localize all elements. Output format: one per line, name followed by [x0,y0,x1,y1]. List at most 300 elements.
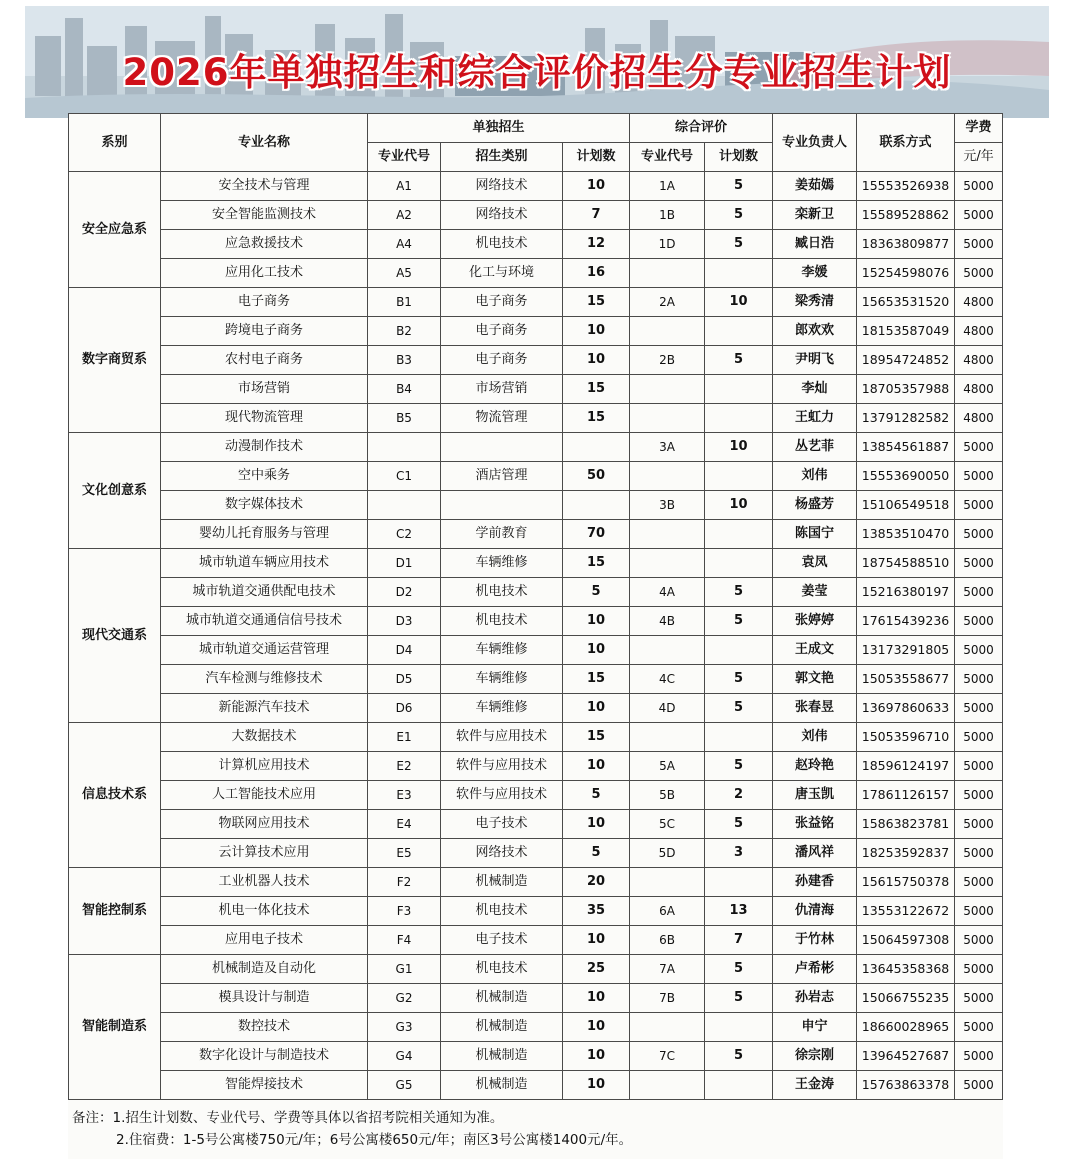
phone-cell: 15763863378 [857,1071,955,1100]
leader-cell: 刘伟 [773,723,857,752]
department-cell: 智能控制系 [69,868,161,955]
tuition-cell: 5000 [955,1042,1003,1071]
department-cell: 现代交通系 [69,549,161,723]
comprehensive-code-cell [630,404,705,433]
comprehensive-plan-cell: 5 [705,984,773,1013]
leader-cell: 袁凤 [773,549,857,578]
note-line-1: 备注：1.招生计划数、专业代号、学费等具体以省招考院相关通知为准。 [72,1110,504,1126]
major-cell: 城市轨道交通供配电技术 [161,578,368,607]
table-row [69,172,1003,201]
leader-cell: 丛艺菲 [773,433,857,462]
code-cell: D3 [368,607,441,636]
major-cell: 计算机应用技术 [161,752,368,781]
comprehensive-code-cell: 4C [630,665,705,694]
leader-cell: 王成文 [773,636,857,665]
table-row [69,926,1003,955]
plan-cell: 25 [563,955,630,984]
code-cell: A2 [368,201,441,230]
plan-cell: 10 [563,984,630,1013]
tuition-cell: 5000 [955,926,1003,955]
comprehensive-plan-cell: 10 [705,288,773,317]
phone-cell: 15589528862 [857,201,955,230]
table-row [69,723,1003,752]
major-cell: 物联网应用技术 [161,810,368,839]
category-cell: 车辆维修 [441,694,563,723]
major-cell: 人工智能技术应用 [161,781,368,810]
comprehensive-code-cell: 6A [630,897,705,926]
category-cell: 车辆维修 [441,549,563,578]
plan-cell: 10 [563,694,630,723]
table-row [69,520,1003,549]
major-cell: 动漫制作技术 [161,433,368,462]
tuition-cell: 5000 [955,781,1003,810]
code-cell: E3 [368,781,441,810]
leader-cell: 陈国宁 [773,520,857,549]
tuition-cell: 5000 [955,694,1003,723]
code-cell: B4 [368,375,441,404]
phone-cell: 13791282582 [857,404,955,433]
comprehensive-code-cell: 7B [630,984,705,1013]
plan-cell: 15 [563,404,630,433]
plan-cell: 10 [563,810,630,839]
code-cell: B5 [368,404,441,433]
tuition-cell: 5000 [955,1013,1003,1042]
code-cell: B3 [368,346,441,375]
tuition-cell: 5000 [955,520,1003,549]
phone-cell: 15553526938 [857,172,955,201]
code-cell: E5 [368,839,441,868]
plan-cell: 20 [563,868,630,897]
header-tuition: 学费 [955,114,1003,143]
phone-cell: 13173291805 [857,636,955,665]
code-cell: G2 [368,984,441,1013]
code-cell: D4 [368,636,441,665]
code-cell [368,433,441,462]
table-row [69,462,1003,491]
leader-cell: 仇清海 [773,897,857,926]
leader-cell: 王金涛 [773,1071,857,1100]
category-cell: 网络技术 [441,839,563,868]
major-cell: 安全智能监测技术 [161,201,368,230]
phone-cell: 18705357988 [857,375,955,404]
comprehensive-plan-cell [705,462,773,491]
tuition-cell: 5000 [955,868,1003,897]
tuition-cell: 5000 [955,723,1003,752]
plan-cell: 16 [563,259,630,288]
tuition-cell: 5000 [955,259,1003,288]
major-cell: 城市轨道交通通信信号技术 [161,607,368,636]
plan-cell: 15 [563,288,630,317]
leader-cell: 孙岩志 [773,984,857,1013]
category-cell: 酒店管理 [441,462,563,491]
table-row [69,1013,1003,1042]
comprehensive-code-cell: 2A [630,288,705,317]
category-cell: 学前教育 [441,520,563,549]
tuition-cell: 5000 [955,433,1003,462]
comprehensive-code-cell: 1D [630,230,705,259]
code-cell: D1 [368,549,441,578]
comprehensive-code-cell: 2B [630,346,705,375]
table-row [69,317,1003,346]
code-cell: E1 [368,723,441,752]
table-row [69,346,1003,375]
comprehensive-plan-cell [705,375,773,404]
phone-cell: 18954724852 [857,346,955,375]
phone-cell: 15053558677 [857,665,955,694]
comprehensive-code-cell: 5D [630,839,705,868]
phone-cell: 13853510470 [857,520,955,549]
leader-cell: 杨盛芳 [773,491,857,520]
code-cell: C1 [368,462,441,491]
code-cell: A1 [368,172,441,201]
major-cell: 数字媒体技术 [161,491,368,520]
phone-cell: 17615439236 [857,607,955,636]
table-row [69,491,1003,520]
comprehensive-plan-cell [705,520,773,549]
tuition-cell: 5000 [955,491,1003,520]
tuition-cell: 5000 [955,810,1003,839]
plan-cell [563,433,630,462]
leader-cell: 唐玉凯 [773,781,857,810]
comprehensive-plan-cell: 5 [705,230,773,259]
plan-cell: 35 [563,897,630,926]
header-major: 专业名称 [161,114,368,172]
category-cell: 市场营销 [441,375,563,404]
tuition-cell: 4800 [955,346,1003,375]
table-row [69,781,1003,810]
category-cell: 机械制造 [441,1013,563,1042]
comprehensive-plan-cell [705,549,773,578]
plan-cell: 10 [563,636,630,665]
department-cell: 智能制造系 [69,955,161,1100]
leader-cell: 刘伟 [773,462,857,491]
major-cell: 数控技术 [161,1013,368,1042]
header-plan: 计划数 [563,143,630,172]
comprehensive-code-cell: 1B [630,201,705,230]
tuition-cell: 4800 [955,317,1003,346]
plan-cell: 10 [563,1042,630,1071]
phone-cell: 18153587049 [857,317,955,346]
table-row [69,839,1003,868]
phone-cell: 17861126157 [857,781,955,810]
table-row [69,868,1003,897]
major-cell: 大数据技术 [161,723,368,752]
leader-cell: 徐宗刚 [773,1042,857,1071]
code-cell: E4 [368,810,441,839]
category-cell: 机电技术 [441,578,563,607]
plan-cell: 50 [563,462,630,491]
category-cell: 机械制造 [441,868,563,897]
comprehensive-code-cell: 5A [630,752,705,781]
phone-cell: 13553122672 [857,897,955,926]
comprehensive-code-cell [630,549,705,578]
comprehensive-code-cell: 3B [630,491,705,520]
major-cell: 城市轨道交通运营管理 [161,636,368,665]
leader-cell: 赵玲艳 [773,752,857,781]
comprehensive-plan-cell: 5 [705,955,773,984]
major-cell: 云计算技术应用 [161,839,368,868]
plan-cell: 10 [563,752,630,781]
department-cell: 数字商贸系 [69,288,161,433]
table-row [69,636,1003,665]
category-cell: 机电技术 [441,955,563,984]
major-cell: 智能焊接技术 [161,1071,368,1100]
table-row [69,578,1003,607]
major-cell: 电子商务 [161,288,368,317]
table-row [69,259,1003,288]
tuition-cell: 5000 [955,172,1003,201]
code-cell: B2 [368,317,441,346]
note-line-2: 2.住宿费：1-5号公寓楼750元/年；6号公寓楼650元/年；南区3号公寓楼1400元/年。 [116,1132,633,1148]
phone-cell: 13697860633 [857,694,955,723]
category-cell: 网络技术 [441,201,563,230]
phone-cell: 15066755235 [857,984,955,1013]
header-row-1 [69,114,1003,143]
phone-cell: 18253592837 [857,839,955,868]
code-cell: B1 [368,288,441,317]
major-cell: 农村电子商务 [161,346,368,375]
major-cell: 应用化工技术 [161,259,368,288]
phone-cell: 13964527687 [857,1042,955,1071]
code-cell [368,491,441,520]
plan-cell: 15 [563,375,630,404]
category-cell: 软件与应用技术 [441,723,563,752]
comprehensive-plan-cell: 13 [705,897,773,926]
phone-cell: 13854561887 [857,433,955,462]
phone-cell: 15615750378 [857,868,955,897]
plan-cell: 10 [563,172,630,201]
header-department: 系别 [69,114,161,172]
code-cell: F4 [368,926,441,955]
leader-cell: 尹明飞 [773,346,857,375]
comprehensive-plan-cell [705,259,773,288]
category-cell: 机电技术 [441,897,563,926]
comprehensive-plan-cell: 5 [705,607,773,636]
leader-cell: 郭文艳 [773,665,857,694]
table-row [69,955,1003,984]
phone-cell: 15216380197 [857,578,955,607]
comprehensive-plan-cell: 5 [705,578,773,607]
table-row [69,752,1003,781]
comprehensive-code-cell [630,868,705,897]
plan-cell: 5 [563,781,630,810]
leader-cell: 郎欢欢 [773,317,857,346]
table-row [69,1071,1003,1100]
major-cell: 新能源汽车技术 [161,694,368,723]
tuition-cell: 5000 [955,462,1003,491]
comprehensive-plan-cell [705,317,773,346]
notes [72,1107,992,1151]
tuition-cell: 5000 [955,955,1003,984]
comprehensive-code-cell [630,1071,705,1100]
plan-cell: 7 [563,201,630,230]
tuition-cell: 5000 [955,607,1003,636]
phone-cell: 18754588510 [857,549,955,578]
tuition-cell: 5000 [955,1071,1003,1100]
leader-cell: 臧日浩 [773,230,857,259]
major-cell: 空中乘务 [161,462,368,491]
comprehensive-plan-cell [705,636,773,665]
phone-cell: 15064597308 [857,926,955,955]
comprehensive-plan-cell [705,723,773,752]
plan-cell: 5 [563,578,630,607]
category-cell: 软件与应用技术 [441,752,563,781]
phone-cell: 18596124197 [857,752,955,781]
comprehensive-code-cell: 4A [630,578,705,607]
category-cell: 机械制造 [441,984,563,1013]
department-cell: 信息技术系 [69,723,161,868]
major-cell: 机械制造及自动化 [161,955,368,984]
plan-cell: 10 [563,346,630,375]
leader-cell: 张益铭 [773,810,857,839]
table-row [69,230,1003,259]
category-cell: 电子技术 [441,810,563,839]
enrollment-plan-table [68,113,1003,1100]
comprehensive-code-cell: 6B [630,926,705,955]
category-cell: 机械制造 [441,1071,563,1100]
major-cell: 数字化设计与制造技术 [161,1042,368,1071]
comprehensive-plan-cell [705,404,773,433]
major-cell: 工业机器人技术 [161,868,368,897]
tuition-cell: 5000 [955,984,1003,1013]
plan-cell: 10 [563,1013,630,1042]
major-cell: 跨境电子商务 [161,317,368,346]
plan-cell: 5 [563,839,630,868]
comprehensive-plan-cell: 5 [705,694,773,723]
leader-cell: 申宁 [773,1013,857,1042]
comprehensive-code-cell [630,317,705,346]
category-cell: 软件与应用技术 [441,781,563,810]
leader-cell: 栾新卫 [773,201,857,230]
leader-cell: 姜莹 [773,578,857,607]
tuition-cell: 5000 [955,665,1003,694]
comprehensive-plan-cell: 5 [705,172,773,201]
category-cell: 化工与环境 [441,259,563,288]
category-cell: 机电技术 [441,230,563,259]
comprehensive-code-cell: 5C [630,810,705,839]
phone-cell: 15053596710 [857,723,955,752]
category-cell: 电子技术 [441,926,563,955]
plan-cell: 70 [563,520,630,549]
comprehensive-code-cell [630,723,705,752]
major-cell: 机电一体化技术 [161,897,368,926]
plan-cell: 10 [563,607,630,636]
comprehensive-plan-cell: 5 [705,752,773,781]
leader-cell: 潘风祥 [773,839,857,868]
major-cell: 现代物流管理 [161,404,368,433]
category-cell: 车辆维修 [441,665,563,694]
comprehensive-plan-cell: 10 [705,491,773,520]
leader-cell: 孙建香 [773,868,857,897]
table-row [69,288,1003,317]
table-row [69,375,1003,404]
comprehensive-plan-cell: 5 [705,201,773,230]
table-row [69,549,1003,578]
header-contact: 联系方式 [857,114,955,172]
table-row [69,201,1003,230]
phone-cell: 13645358368 [857,955,955,984]
comprehensive-code-cell: 1A [630,172,705,201]
table-row [69,984,1003,1013]
leader-cell: 于竹林 [773,926,857,955]
plan-cell: 10 [563,926,630,955]
phone-cell: 15254598076 [857,259,955,288]
leader-cell: 张婷婷 [773,607,857,636]
comprehensive-plan-cell: 5 [705,1042,773,1071]
leader-cell: 王虹力 [773,404,857,433]
table-row [69,1042,1003,1071]
comprehensive-code-cell: 5B [630,781,705,810]
plan-cell: 15 [563,723,630,752]
major-cell: 模具设计与制造 [161,984,368,1013]
tuition-cell: 5000 [955,230,1003,259]
header-code: 专业代号 [368,143,441,172]
header-leader: 专业负责人 [773,114,857,172]
category-cell [441,491,563,520]
category-cell: 机电技术 [441,607,563,636]
header-comprehensive-evaluation: 综合评价 [630,114,773,143]
header-code-comprehensive: 专业代号 [630,143,705,172]
plan-cell: 10 [563,1071,630,1100]
tuition-cell: 5000 [955,897,1003,926]
department-cell: 安全应急系 [69,172,161,288]
table-row [69,897,1003,926]
tuition-cell: 4800 [955,375,1003,404]
category-cell: 物流管理 [441,404,563,433]
category-cell: 电子商务 [441,288,563,317]
category-cell [441,433,563,462]
major-cell: 安全技术与管理 [161,172,368,201]
major-cell: 城市轨道车辆应用技术 [161,549,368,578]
comprehensive-code-cell: 4B [630,607,705,636]
comprehensive-code-cell: 4D [630,694,705,723]
comprehensive-plan-cell: 7 [705,926,773,955]
phone-cell: 15106549518 [857,491,955,520]
table-row [69,665,1003,694]
major-cell: 应急救援技术 [161,230,368,259]
category-cell: 机械制造 [441,1042,563,1071]
table-row [69,607,1003,636]
category-cell: 电子商务 [441,346,563,375]
code-cell: D2 [368,578,441,607]
tuition-cell: 5000 [955,839,1003,868]
page-title: 2026年单独招生和综合评价招生分专业招生计划 [122,51,952,94]
tuition-cell: 5000 [955,636,1003,665]
code-cell: D5 [368,665,441,694]
comprehensive-code-cell [630,462,705,491]
plan-cell [563,491,630,520]
code-cell: G5 [368,1071,441,1100]
leader-cell: 张春昱 [773,694,857,723]
category-cell: 网络技术 [441,172,563,201]
phone-cell: 15863823781 [857,810,955,839]
comprehensive-code-cell [630,1013,705,1042]
major-cell: 市场营销 [161,375,368,404]
code-cell: F3 [368,897,441,926]
comprehensive-plan-cell: 5 [705,665,773,694]
code-cell: E2 [368,752,441,781]
comprehensive-code-cell [630,636,705,665]
comprehensive-plan-cell [705,868,773,897]
leader-cell: 姜茹嫣 [773,172,857,201]
code-cell: A5 [368,259,441,288]
code-cell: F2 [368,868,441,897]
code-cell: A4 [368,230,441,259]
comprehensive-plan-cell [705,1071,773,1100]
code-cell: G3 [368,1013,441,1042]
comprehensive-plan-cell: 5 [705,810,773,839]
phone-cell: 18363809877 [857,230,955,259]
